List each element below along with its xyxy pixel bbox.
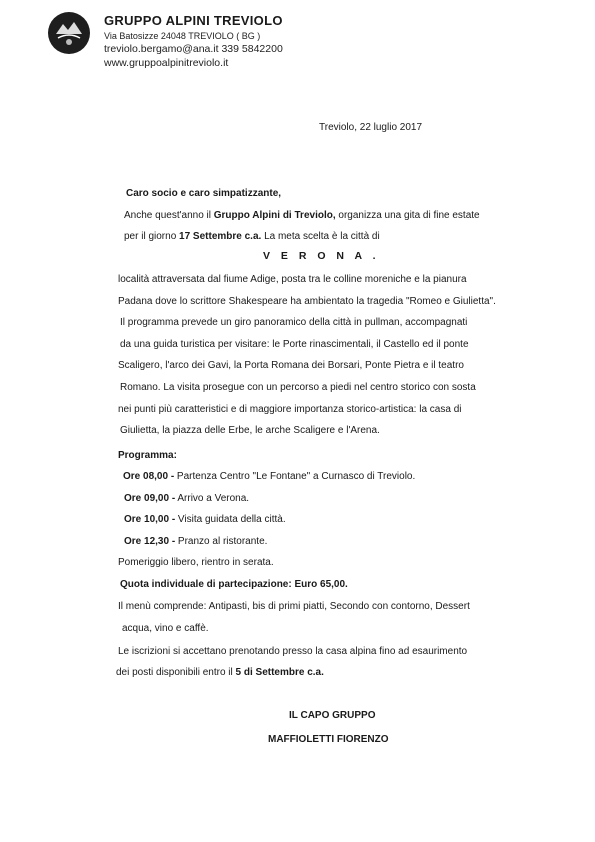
program-item <box>124 492 249 506</box>
program-text: Visita guidata della città. <box>175 514 286 525</box>
alpini-emblem-icon <box>48 12 90 54</box>
program-time: Ore 08,00 - <box>123 471 175 482</box>
intro-text-c: organizza una gita di fine estate <box>335 210 480 221</box>
destination-title: V E R O N A . <box>263 250 380 262</box>
program-time: Ore 10,00 - <box>124 514 176 525</box>
signature-title: IL CAPO GRUPPO <box>289 710 376 721</box>
menu-line-2: acqua, vino e caffè. <box>122 623 209 634</box>
paragraph-line: Padana dove lo scrittore Shakespeare ha ambientato la tragedia "Romeo e Giulietta". <box>118 296 496 307</box>
org-name: GRUPPO ALPINI TREVIOLO <box>104 13 283 28</box>
greeting: Caro socio e caro simpatizzante, <box>126 188 282 199</box>
iscrizioni-line-2 <box>116 666 324 680</box>
quota: Quota individuale di partecipazione: Euro 65,00. <box>120 579 348 590</box>
iscrizioni-line-1: Le iscrizioni si accettano prenotando presso la casa alpina fino ad esaurimento <box>118 646 468 657</box>
program-time: Ore 12,30 - <box>124 536 176 547</box>
program-text: Partenza Centro "Le Fontane" a Curnasco di Treviolo. <box>174 471 416 482</box>
afternoon-note: Pomeriggio libero, rientro in serata. <box>118 557 274 568</box>
intro-group: Gruppo Alpini di Treviolo, <box>213 210 336 221</box>
program-title: Programma: <box>118 450 177 461</box>
program-text: Pranzo al ristorante. <box>175 536 268 547</box>
paragraph-line: nei punti più caratteristici e di maggiore importanza storico-artistica: la casa di <box>118 404 462 415</box>
paragraph-line: Romano. La visita prosegue con un percorso a piedi nel centro storico con sosta <box>120 382 476 393</box>
paragraph-line: Il programma prevede un giro panoramico della città in pullman, accompagnati <box>120 317 468 328</box>
intro-date: 17 Settembre c.a. <box>179 231 262 242</box>
intro-text-d: per il giorno <box>124 231 180 242</box>
org-email-phone: treviolo.bergamo@ana.it 339 5842200 <box>104 43 283 55</box>
signature-name: MAFFIOLETTI FIORENZO <box>268 734 389 745</box>
program-time: Ore 09,00 - <box>124 493 176 504</box>
program-item <box>124 535 267 549</box>
intro-line-1 <box>124 209 480 223</box>
org-website: www.gruppoalpinitreviolo.it <box>104 57 229 69</box>
paragraph-line: Scaligero, l'arco dei Gavi, la Porta Romana dei Borsari, Ponte Pietra e il teatro <box>118 360 464 371</box>
intro-text-f: La meta scelta è la città di <box>261 231 380 242</box>
letter-date: Treviolo, 22 luglio 2017 <box>319 122 423 133</box>
paragraph-line: località attraversata dal fiume Adige, posta tra le colline moreniche e la pianura <box>118 274 467 285</box>
intro-line-2 <box>124 230 380 244</box>
paragraph-line: Giulietta, la piazza delle Erbe, le arche Scaligere e l'Arena. <box>120 425 380 436</box>
intro-text-a: Anche quest'anno il <box>124 210 214 221</box>
menu-line-1: Il menù comprende: Antipasti, bis di primi piatti, Secondo con contorno, Dessert <box>118 601 470 612</box>
iscrizioni-text: dei posti disponibili entro il <box>116 667 236 678</box>
iscrizioni-deadline: 5 di Settembre c.a. <box>235 667 324 678</box>
program-item <box>123 470 415 484</box>
alpini-logo <box>48 12 90 54</box>
program-item <box>124 513 286 527</box>
org-address: Via Batosizze 24048 TREVIOLO ( BG ) <box>104 31 261 41</box>
paragraph-line: da una guida turistica per visitare: le Porte rinascimentali, il Castello ed il ponte <box>120 339 469 350</box>
program-text: Arrivo a Verona. <box>175 493 250 504</box>
